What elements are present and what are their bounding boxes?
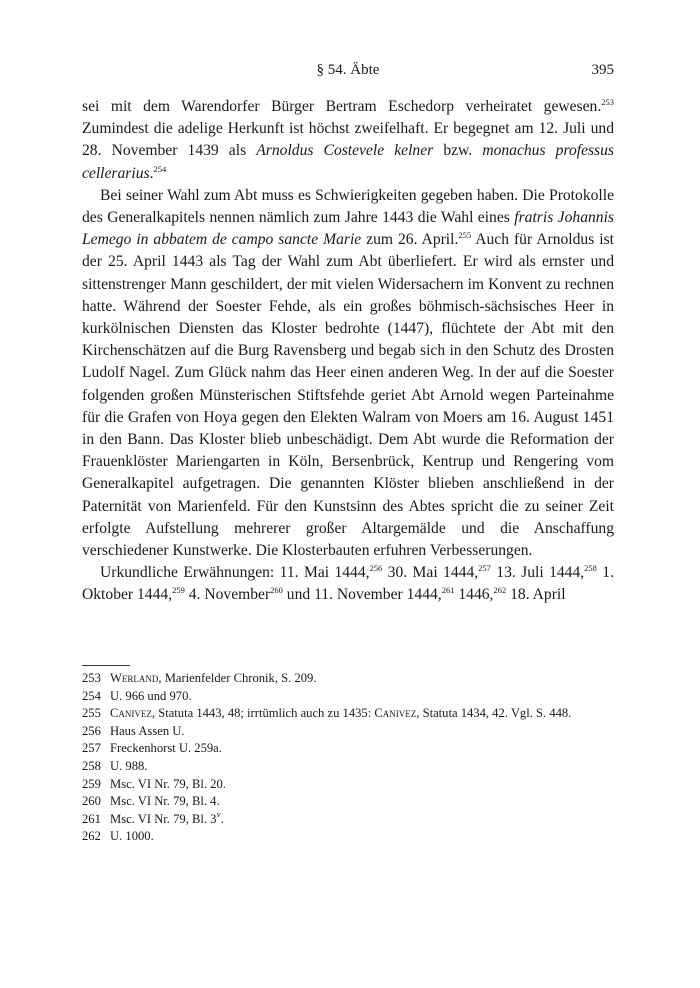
footnote-text — [110, 740, 614, 758]
footnote-text — [110, 793, 614, 811]
footnote-ref: 260 — [270, 585, 283, 596]
footnote-number: 255 — [82, 706, 101, 721]
text-run: U. 1000. — [110, 829, 154, 844]
author-name: Canivez — [110, 706, 152, 721]
footnote-number: 260 — [82, 794, 101, 809]
footnotes — [82, 670, 614, 846]
author-name: Canivez — [374, 706, 417, 721]
paragraph — [82, 562, 614, 606]
footnote-text — [110, 808, 614, 829]
text-run: 30. Mai 1444, — [382, 564, 479, 582]
footnote-text — [110, 688, 614, 706]
text-run: Msc. VI Nr. 79, Bl. 3 — [110, 811, 217, 826]
text-run: . — [149, 164, 154, 182]
text-run: 1. Oktober 1444, — [82, 564, 615, 604]
text-run: Msc. VI Nr. 79, Bl. 20. — [110, 776, 226, 791]
italic-text: monachus professus cellerarius — [82, 142, 614, 182]
footnote-ref: 253 — [601, 97, 614, 107]
page-number: 395 — [591, 62, 614, 78]
body-text — [82, 96, 614, 607]
footnote-number: 254 — [82, 688, 101, 703]
author-name: Werland — [110, 671, 159, 685]
text-run: U. 988. — [110, 758, 148, 773]
footnote-ref: v — [216, 808, 221, 819]
page-header — [82, 62, 614, 82]
footnote-number: 262 — [82, 829, 101, 844]
footnote-number: 261 — [82, 811, 101, 826]
text-run: . — [220, 811, 224, 826]
footnote-ref: 255 — [458, 230, 472, 241]
footnote — [82, 670, 614, 688]
footnote — [82, 705, 614, 723]
text-run: bzw. — [433, 142, 483, 160]
footnote-text — [110, 828, 614, 846]
footnote-ref: 257 — [478, 563, 491, 574]
text-run: , Statuta 1443, 48; irrtümlich auch zu 1435: — [151, 706, 375, 721]
text-run: 13. Juli 1444, — [490, 564, 585, 582]
footnote — [82, 740, 614, 758]
text-run: sei mit dem Warendorfer Bürger Bertram Eschedorp verheiratet gewesen. — [82, 98, 602, 115]
footnote-number: 256 — [82, 723, 101, 738]
text-run: Haus Assen U. — [110, 723, 185, 738]
footnote — [82, 793, 614, 811]
footnote-rule — [82, 665, 130, 666]
footnote-text — [110, 723, 614, 741]
footnote — [82, 688, 614, 706]
footnote — [82, 828, 614, 846]
footnote-number: 258 — [82, 758, 101, 773]
paragraph — [82, 185, 614, 562]
italic-text: Arnoldus Costevele kelner — [256, 142, 434, 160]
text-run: zum 26. April. — [361, 231, 459, 249]
text-run: Zumindest die adelige Herkunft ist höchst zweifelhaft. Er begegnet am 12. Juli und 28. November 1439 als — [82, 120, 614, 160]
footnote — [82, 723, 614, 741]
text-run: , Statuta 1434, 42. Vgl. S. 448. — [416, 706, 572, 721]
footnote-text — [110, 670, 614, 688]
running-head: § 54. Äbte — [316, 62, 380, 78]
footnote-ref: 261 — [441, 585, 455, 596]
footnote — [82, 776, 614, 794]
footnote-text — [110, 705, 614, 723]
footnote — [82, 808, 614, 829]
footnote-ref: 258 — [584, 563, 597, 574]
text-run: und 11. November 1444, — [282, 586, 442, 604]
footnote-text — [110, 776, 614, 794]
footnote-ref: 259 — [172, 585, 185, 596]
footnote-number: 253 — [82, 671, 101, 685]
footnote-ref: 254 — [153, 163, 167, 174]
text-run: 1446, — [454, 586, 494, 604]
footnote-number: 257 — [82, 741, 101, 756]
text-run: 18. April — [506, 586, 566, 604]
footnote-ref: 262 — [493, 585, 507, 596]
text-run: Msc. VI Nr. 79, Bl. 4. — [110, 794, 220, 809]
text-run: Bei seiner Wahl zum Abt muss es Schwierigkeiten gegeben haben. Die Protokolle des Generalkapitels nennen nämlich zum Jahre 1443 die Wahl eines — [82, 186, 614, 227]
text-run: , Marienfelder Chronik, S. 209. — [158, 671, 317, 685]
footnote-number: 259 — [82, 776, 101, 791]
text-run: Freckenhorst U. 259a. — [110, 741, 222, 756]
text-run: Auch für Arnoldus ist der 25. April 1443 als Tag der Wahl zum Abt überliefert. Er wird als ernster und sittenstrenger Mann geschildert, der mit vielen Widersachern im Konvent zu rechnen hatte. Während der Soester Fehde, als ein großes böhmisch-sächsisches Heer in kurkölnischen Diensten das Kloster bedrohte (1447), flüchtete der Abt mit den Kirchenschätzen auf die Burg Ravensberg und begab sich in den Schutz des Drosten Ludolf Nagel. Zum Glück nahm das Heer einen anderen Weg. In der auf die Soester folgenden großen Münsterischen Stiftsfehde geriet Abt Arnold wegen Parteinahme für die Grafen von Hoya gegen den Elekten Walram von Moers am 16. August 1451 in den Bann. Das Kloster blieb unbeschädigt. Dem Abt wurde die Reformation der Frauenklöster Mariengarten in Köln, Bersenbrück, Kentrup und Rengering vom Generalkapitel aufgetragen. Die genannten Klöster blieben anschließend in der Paternität von Marienfeld. Für den Kunstsinn des Abtes spricht die zu seiner Zeit erfolgte Aufstellung mehrerer großer Altargemälde und die Anschaffung verschiedener Kunstwerke. Die Klosterbauten erfuhren Verbesserungen. — [82, 231, 614, 560]
text-run: 4. November — [184, 586, 271, 604]
italic-text: fratris Johannis Lemego in abbatem de campo sancte Marie — [82, 209, 614, 249]
paragraph — [82, 96, 614, 185]
text-run: Urkundliche Erwähnungen: 11. Mai 1444, — [100, 564, 370, 582]
footnote — [82, 758, 614, 776]
footnote-text — [110, 758, 614, 776]
footnote-ref: 256 — [369, 563, 383, 574]
text-run: U. 966 und 970. — [110, 688, 192, 703]
